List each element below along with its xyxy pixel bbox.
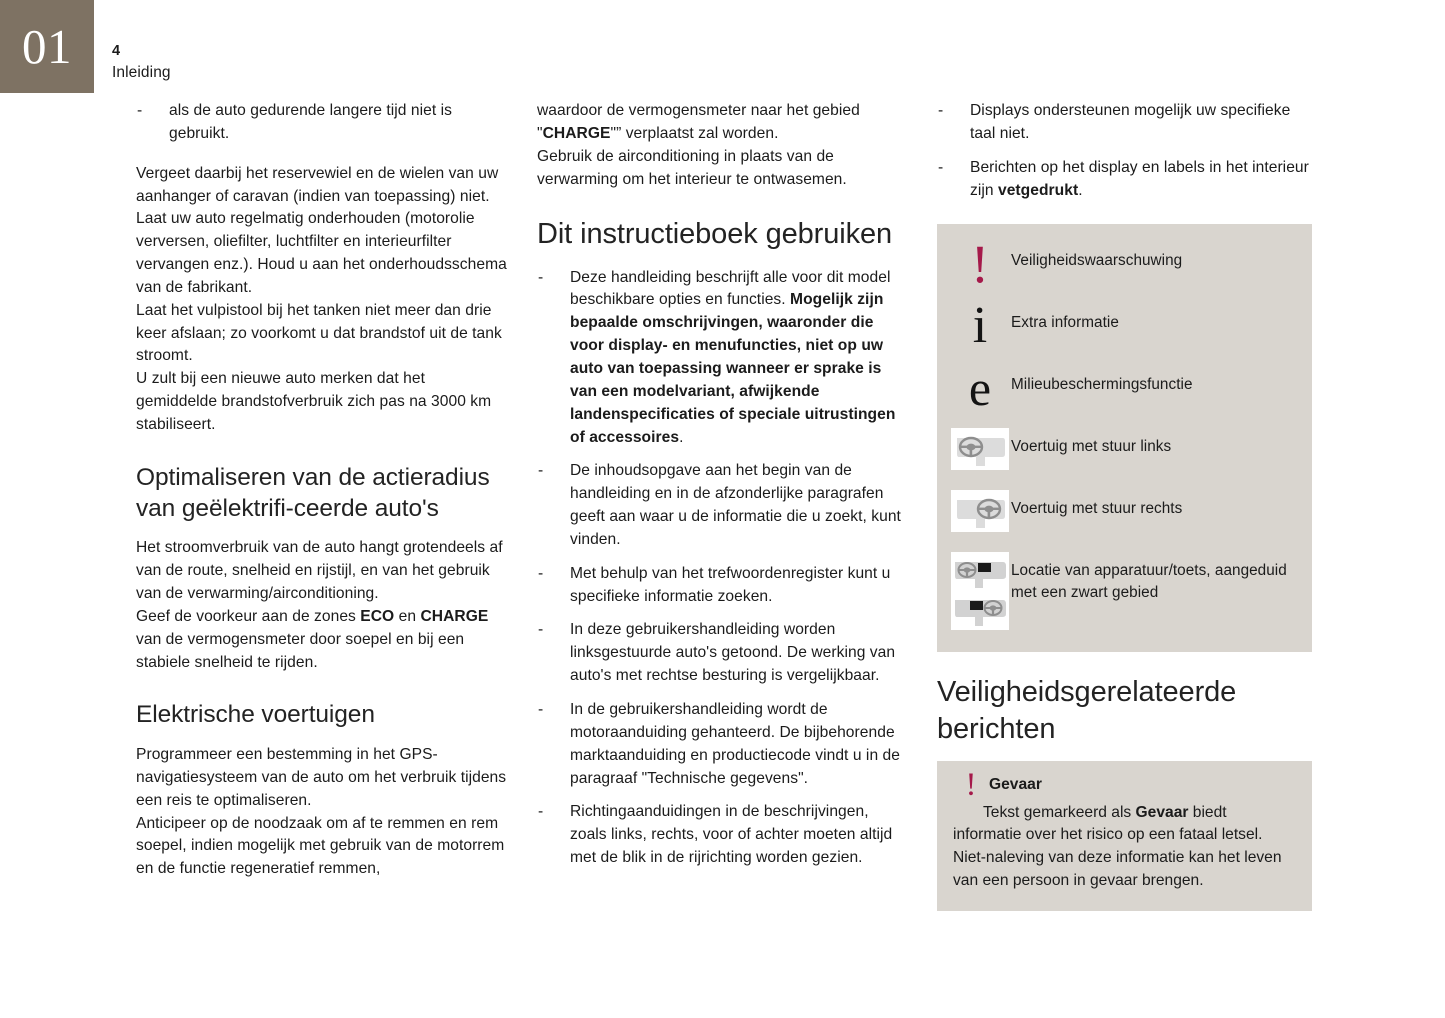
paragraph-charge-continued [537,100,909,146]
dash-marker: - [538,268,544,286]
legend-row-control-location [937,546,1312,634]
dash-marker: - [538,564,544,582]
exclamation-icon: ! [971,234,989,295]
charge-label: CHARGE [420,607,489,625]
text-fragment: Geef de voorkeur aan de zones [136,607,361,625]
page-header [0,0,1445,95]
text-fragment: biedt informatie over het risico op een fataal letsel. [953,803,1263,844]
content-column-1 [136,100,508,881]
paragraph: Vergeet daarbij het reservewiel en de wielen van uw aanhanger of caravan (indien van toepassing) niet. [136,164,499,205]
heading-veiligheidsgerelateerde-berichten: Veiligheidsgerelateerde berichten [937,676,1237,745]
emphasis-text: vetgedrukt [997,181,1079,199]
legend-row-safety-warning [937,236,1312,298]
paragraph: Programmeer een bestemming in het GPS-navigatiesysteem van de auto om het verbruik tijdens een reis te optimaliseren. [136,746,507,809]
dash-marker: - [938,158,944,176]
text-fragment: Berichten op het display en labels in het interieur zijn [970,158,1309,199]
section-name: Inleiding [112,63,171,81]
dash-marker: - [538,803,544,821]
heading-elektrische-voertuigen: Elektrische voertuigen [136,701,375,729]
list-item-text: als de auto gedurende langere tijd niet is gebruikt. [169,102,452,142]
dash-marker: - [538,621,544,639]
legend-label: Voertuig met stuur rechts [1011,500,1183,518]
header-meta [112,42,171,84]
symbol-legend-panel [937,224,1312,652]
info-i-icon: i [972,297,988,355]
danger-title: Gevaar [989,775,1042,793]
paragraph: U zult bij een nieuwe auto merken dat het gemiddelde brandstofverbruik zich pas na 3000 km stabiliseert. [136,370,492,433]
text-fragment: "” verplaatst zal worden. [610,124,779,142]
emphasis-text: Gevaar [1135,803,1189,821]
list-item-text [970,159,1309,199]
list-item-text [570,269,895,446]
text-fragment: Deze handleiding beschrijft alle voor dit model beschikbare opties en functies. [570,268,891,309]
list-item [537,267,909,450]
text-fragment: . [679,428,684,446]
bullet-list-col3 [937,100,1312,202]
list-item-text: De inhoudsopgave aan het begin van de handleiding en in de afzonderlijke paragrafen geeft aan waar u de informatie die u zoekt, kunt vinden. [570,462,901,548]
control-location-icon [949,550,1011,630]
list-item [537,563,909,609]
danger-callout-box [937,761,1312,911]
paragraph: Anticipeer op de noodzaak om af te remmen en rem soepel, indien mogelijk met gebruik van de motorrem en de functie regeneratief remmen, [136,814,505,878]
list-item [537,699,909,790]
danger-body-text [953,802,1296,893]
heading-optimaliseren: Optimaliseren van de actieradius van geëlektrifi-ceerde auto's [136,463,490,522]
paragraph: Laat uw auto regelmatig onderhouden (motorolie verversen, oliefilter, luchtfilter en interieurfilter vervangen enz.). Houd u aan het onderhoudsschema van de fabrikant. [136,210,507,296]
legend-row-rhd [937,484,1312,546]
legend-row-extra-info [937,298,1312,360]
legend-row-environment [937,360,1312,422]
bullet-list-col1 [136,100,508,146]
dash-marker: - [938,102,944,119]
list-item [937,100,1312,146]
legend-row-lhd [937,422,1312,484]
page-number: 4 [112,43,121,59]
legend-label: Extra informatie [1011,314,1119,332]
legend-label: Voertuig met stuur links [1011,438,1172,456]
chapter-badge [0,0,94,93]
text-fragment: waardoor de vermogensmeter naar het gebied " [537,102,860,142]
list-item [136,100,508,146]
dash-marker: - [538,462,544,480]
list-item [537,619,909,688]
list-item-text: In deze gebruikershandleiding worden linksgestuurde auto's getoond. De werking van auto's met rechtse besturing is vergelijkbaar. [570,621,896,685]
legend-label: Milieubeschermingsfunctie [1011,376,1193,394]
paragraph-eco-charge [136,606,508,675]
list-item [537,460,909,551]
steering-wheel-left-icon [949,426,1011,470]
dash-marker: - [137,102,143,119]
eco-e-icon: e [968,360,992,417]
bullet-list-col2 [537,267,909,870]
legend-label: Veiligheidswaarschuwing [1011,252,1183,270]
text-fragment: van de vermogensmeter door soepel en bij een stabiele snelheid te rijden. [136,630,465,671]
danger-callout-header [953,766,1296,803]
chapter-number: 01 [22,19,72,74]
list-item-text: Met behulp van het trefwoordenregister kunt u specifieke informatie zoeken. [570,564,891,605]
text-fragment: en [394,607,421,625]
text-fragment: Niet-naleving van deze informatie kan het leven van een persoon in gevaar brengen. [953,849,1282,890]
text-fragment: Tekst gemarkeerd als [983,803,1136,821]
emphasis-text: Mogelijk zijn bepaalde omschrijvingen, waaronder die voor display- en menufuncties, niet op uw auto van toepassing wanneer er sprake is van een modelvariant, afwijkende landenspecificaties of speciale uitrustingen of accessoires [570,291,896,446]
heading-dit-instructieboek-gebruiken: Dit instructieboek gebruiken [537,218,893,251]
list-item-text: Richtingaanduidingen in de beschrijvingen, zoals links, rechts, voor of achter moeten altijd met de blik in de rijrichting worden gezien. [570,803,893,867]
list-item-text: In de gebruikershandleiding wordt de motoraanduiding gehanteerd. De bijbehorende marktaanduiding en productiecode vindt u in de paragraaf "Technische gegevens". [570,700,900,787]
list-item [937,157,1312,203]
list-item-text: Displays ondersteunen mogelijk uw specifieke taal niet. [970,102,1291,142]
dash-marker: - [538,700,544,718]
paragraph: Laat het vulpistool bij het tanken niet meer dan drie keer afslaan; zo voorkomt u dat brandstof uit de tank stroomt. [136,301,502,365]
content-column-3 [937,100,1312,911]
charge-label: CHARGE [542,124,611,142]
content-column-2 [537,100,909,870]
exclamation-icon: ! [965,766,977,803]
text-fragment: . [1078,181,1083,199]
list-item [537,801,909,870]
paragraph: Gebruik de airconditioning in plaats van de verwarming om het interieur te ontwasemen. [537,147,847,188]
paragraph: Het stroomverbruik van de auto hangt grotendeels af van de route, snelheid en rijstijl, en van het gebruik van de verwarming/airconditioning. [136,539,503,602]
eco-label: ECO [360,607,395,625]
legend-label: Locatie van apparatuur/toets, aangeduid met een zwart gebied [1011,562,1287,602]
steering-wheel-right-icon [949,488,1011,532]
